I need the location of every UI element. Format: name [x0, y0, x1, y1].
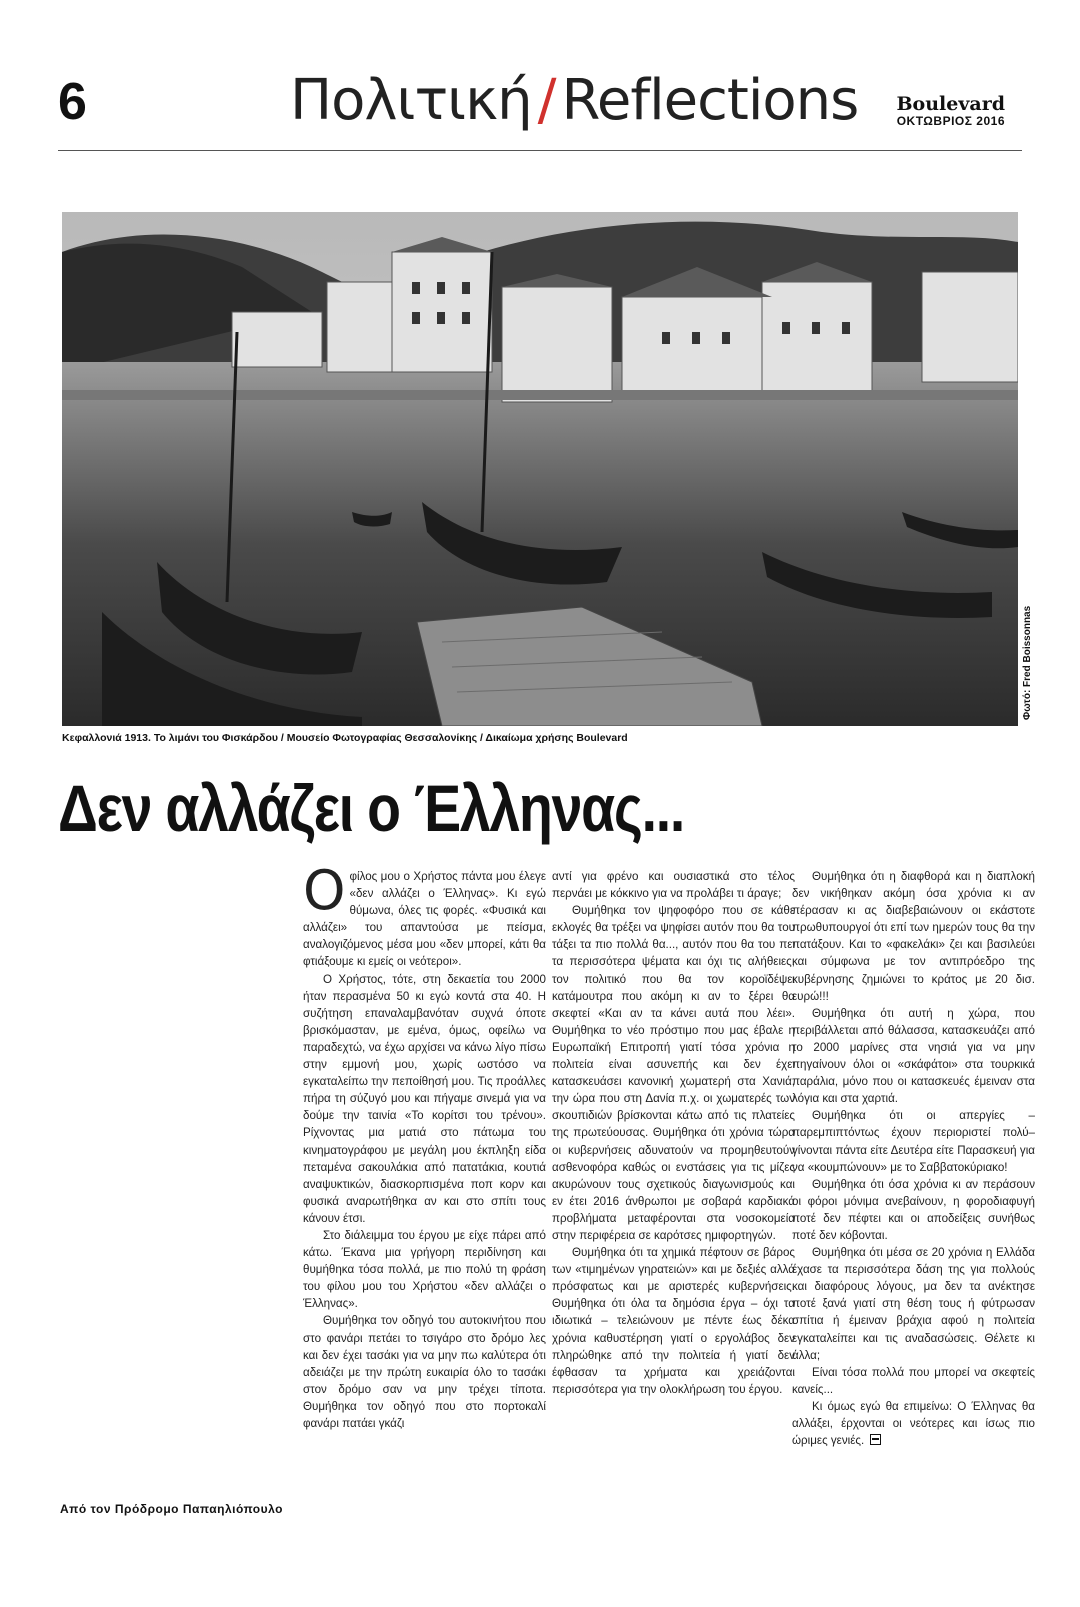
article-byline: Από τον Πρόδρομο Παπαηλιόπουλο: [60, 1502, 283, 1516]
article-column-1: [303, 859, 546, 1432]
section-title-greek: Πολιτική: [290, 68, 532, 133]
article-paragraph: [792, 1398, 1035, 1449]
article-paragraph: Θυμήθηκα τον ψηφοφόρο που σε κάθε εκλογές θα τρέξει να ψηφίσει αυτόν που θα του τάξει τα πιο πολλά θα..., αυτόν που θα του πει τα περισσότερα ψέματα και όχι τις αλήθειες, τον πολιτικό που θα τον κοροϊδέψει κατάμουτρα που ακόμη κι αν το ξέρει θα σκεφτεί «Και αν τα κάνει αυτά που λέει». Θυμήθηκα το νέο πρόστιμο που μας έβαλε η Ευρωπαϊκή Επιτροπή γιατί τόσα χρόνια η πολιτεία είναι ασυνεπής και δεν έχει κατασκευάσει κανονική χωματερή στα Χανιά, την ώρα που στη Δανία π.χ. οι χωματερές των σκουπιδιών βρίσκονται κάτω από τις πλατείες της πρωτεύουσας. Θυμήθηκα ότι χρόνια τώρα οι κυβερνήσεις αδυνατούν να προμηθευτούν ασθενοφόρα καθώς οι ενστάσεις για τις μίζες ακυρώνουν τους σχετικούς διαγωνισμούς και εν έτει 2016 άνθρωποι με σοβαρά καρδιακά προβλήματα μεταφέρονται στα νοσοκομεία στην περιφέρεια σε καρότσες ημιφορτηγών.: [552, 904, 795, 1242]
photo-credit: Φωτό: Fred Boissonnas: [1022, 605, 1033, 720]
article-column-2: [552, 868, 795, 1398]
harbor-photo: [62, 212, 1018, 726]
article-headline: Δεν αλλάζει ο Έλληνας...: [58, 771, 685, 845]
article-paragraph: Θυμήθηκα ότι οι απεργίες –παρεμπιπτόντως έχουν περιοριστεί πολύ– γίνονται πάντα είτε Δευτέρα είτε Παρασκευή για να «κουμπώνουν» με το Σαββατοκύριακο!: [792, 1109, 1035, 1174]
photo-caption: Κεφαλλονιά 1913. Το λιμάνι του Φισκάρδου / Μουσείο Φωτογραφίας Θεσσαλονίκης / Δικαίωμα χρήσης Boulevard: [62, 732, 628, 744]
article-paragraph: Θυμήθηκα ότι η διαφθορά και η διαπλοκή δεν νικήθηκαν ακόμη όσα χρόνια κι αν πέρασαν κι ας διαβεβαιώνουν οι εκάστοτε πρωθυπουργοί ότι επί των ημερών τους θα την πατάξουν. Και το «φακελάκι» ζει και βασιλεύει και σύμφωνα με τον αντιπρόεδρο της κυβέρνησης ζημιώνει το κράτος με 20 δισ. ευρώ!!!: [792, 870, 1035, 1003]
end-of-article-icon: [870, 1434, 881, 1445]
article-paragraph: Θυμήθηκα τον οδηγό του αυτοκινήτου που στο φανάρι πετάει το τσιγάρο στο δρόμο λες και δεν έχει τασάκι για να μην πω καλύτερα ότι αδειάζει με την πρώτη ευκαιρία όλο το τασάκι στον δρόμο σαν να μην τρέχει τίποτα. Θυμήθηκα τον οδηγό που στο πορτοκαλί φανάρι πατάει γκάζι: [303, 1314, 546, 1430]
article-paragraph: Είναι τόσα πολλά που μπορεί να σκεφτείς κανείς...: [792, 1365, 1035, 1396]
section-title-english: Reflections: [561, 68, 859, 133]
article-paragraph: αντί για φρένο και ουσιαστικά στο τέλος περνάει με κόκκινο για να προλάβει τι άραγε;: [552, 870, 795, 901]
issue-date: ΟΚΤΩΒΡΙΟΣ 2016: [896, 114, 1005, 128]
article-column-3: [792, 868, 1035, 1449]
paragraph-text: Κι όμως εγώ θα επιμείνω: Ο Έλληνας θα αλλάξει, έρχονται οι νεότερες και ίσως πιο ώριμες γενιές.: [792, 1399, 1035, 1448]
article-paragraph: Θυμήθηκα ότι όσα χρόνια κι αν περάσουν οι φόροι μόνιμα ανεβαίνουν, η φοροδιαφυγή ποτέ δεν πέφτει και οι αποδείξεις συνήθως ποτέ δεν κόβονται.: [792, 1177, 1035, 1242]
paragraph-text: φίλος μου ο Χρήστος πάντα μου έλεγε «δεν αλλάζει ο Έλληνας». Κι εγώ θύμωνα, όλες τις φορές. «Φυσικά και αλλάζει» του απαντούσα με πείσμα, αναλογιζόμενος μέσα μου «δεν μπορεί, κάτι θα φτιάξουμε κι εμείς οι νεότεροι».: [303, 870, 546, 969]
article-paragraph: Στο διάλειμμα του έργου με είχε πάρει από κάτω. Έκανα μια γρήγορη περιδίνηση και θυμήθηκα τόσα πολλά, με πιο πολύ τη φράση του φίλου μου του Χρήστου «δεν αλλάζει ο Έλληνας».: [303, 1228, 546, 1311]
page-number: 6: [58, 73, 86, 131]
section-separator: /: [537, 68, 556, 133]
section-title: [290, 68, 858, 133]
article-paragraph: [303, 859, 546, 971]
article-paragraph: Ο Χρήστος, τότε, στη δεκαετία του 2000 ήταν περασμένα 50 κι εγώ κοντά στα 40. Η συζήτηση επαναλαμβανόταν συχνά όποτε βρισκόμασταν, με εμένα, όμως, οφείλω να παραδεχτώ, να έχω αρχίσει να κάνω λίγο πίσω στην εμμονή μου, χωρίς ωστόσο να εγκαταλείπω την πεποίθησή μου. Τις προάλλες πήρα τη σύζυγό μου και πήγαμε σινεμά για να δούμε την ταινία «Το κορίτσι του τρένου». Ρίχνοντας μια ματιά στο πάτωμα του κινηματογράφου με μεγάλη μου έκπληξη είδα πεταμένα σακουλάκια από πατατάκια, κουτιά αναψυκτικών, διασκορπισμένα ποπ κορν και φυσικά αναρωτήθηκα αν και στο σπίτι τους κάνουν έτσι.: [303, 972, 546, 1225]
drop-cap: Ο: [303, 859, 346, 922]
article-paragraph: Θυμήθηκα ότι τα χημικά πέφτουν σε βάρος των «τιμημένων γηρατειών» και με δεξιές αλλά πρόσφατως και με αριστερές κυβερνήσεις. Θυμήθηκα ότι όλα τα δημόσια έργα – όχι τα ιδιωτικά – τελειώνουν με πέντε έως δέκα χρόνια καθυστέρηση γιατί ο εργολάβος δεν πληρώθηκε από την πολιτεία ή γιατί δεν έφθασαν τα χρήματα και χρειάζονται περισσότερα για την ολοκλήρωση του έργου.: [552, 1246, 795, 1396]
header-rule: [58, 150, 1022, 151]
harbor-photo-illustration: [62, 212, 1018, 726]
publication-name: Boulevard: [896, 93, 1005, 115]
masthead: [897, 95, 1006, 128]
article-paragraph: Θυμήθηκα ότι αυτή η χώρα, που περιβάλλεται από θάλασσα, κατασκευάζει από το 2000 μαρίνες στα νησιά για να μην πηγαίνουν όλοι οι «σκάφάτοι» στα τουρκικά παράλια, μόνο που οι κατασκευές έμειναν στα λόγια και στα χαρτιά.: [792, 1006, 1035, 1106]
article-paragraph: Θυμήθηκα ότι μέσα σε 20 χρόνια η Ελλάδα έχασε τα περισσότερα δάση της για πολλούς και διαφόρους λόγους, μα δεν τα ανέκτησε ποτέ ξανά γιατί στη θέση τους ή φύτρωσαν σπίτια ή έμειναν βράχια αφού η πολιτεία εγκαταλείπει και τις αναδασώσεις. Θέλετε κι άλλα;: [792, 1246, 1035, 1362]
